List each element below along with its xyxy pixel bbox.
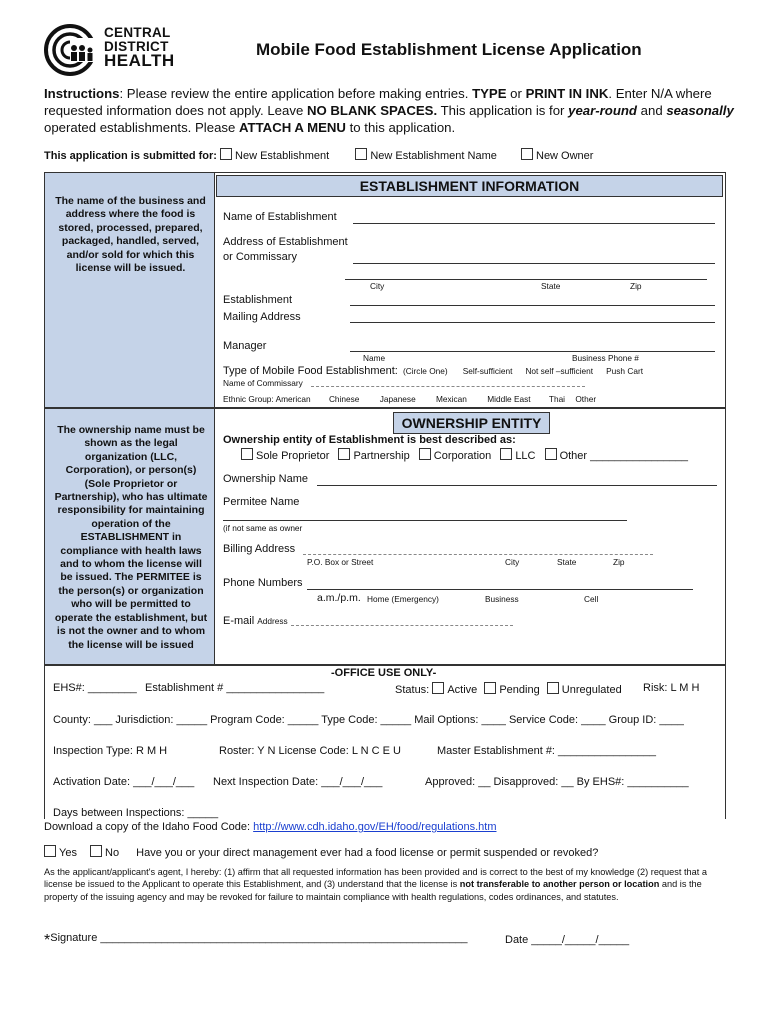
billing-city-caption: City: [505, 557, 520, 567]
corporation-checkbox[interactable]: [419, 448, 431, 460]
name-caption: Name: [363, 353, 386, 363]
no-checkbox[interactable]: [90, 845, 102, 857]
food-code-link[interactable]: http://www.cdh.idaho.gov/EH/food/regulations.htm: [253, 821, 497, 833]
other-checkbox[interactable]: [545, 448, 557, 460]
establishment-number-field[interactable]: Establishment # ________________: [145, 682, 325, 694]
partnership-checkbox[interactable]: [338, 448, 350, 460]
type-not-self-sufficient[interactable]: Not self –sufficient: [525, 366, 594, 376]
ownership-description: The ownership name must be shown as the legal organization (LLC, Corporation), or person(s) (Sole Proprietor or Partnership), who has ultimate responsibility for maintaining operation of the ESTABLISHMENT in compliance with health laws and to whom the license will be issued. The PERMITEE is the person(s) or organization who will be permitted to operate the establishment, but is not the owner and to whom the license will be issued: [45, 409, 215, 665]
new-owner-checkbox[interactable]: [521, 148, 533, 160]
risk-field[interactable]: Risk: L M H: [643, 682, 700, 694]
cdh-logo: [44, 24, 174, 76]
ownership-options: Sole Proprietor Partnership Corporation LLC Other ________________: [241, 448, 688, 462]
address-field[interactable]: [353, 263, 715, 264]
signature-field[interactable]: Signature ____________________________________________________________: [50, 932, 468, 944]
ethnic-group-row: Ethnic Group: American Chinese Japanese Mexican Middle East Thai Other: [223, 394, 597, 404]
signature-row: *Signature ____________________________________________________________: [44, 932, 468, 949]
billing-zip-caption: Zip: [613, 557, 625, 567]
yes-checkbox[interactable]: [44, 845, 56, 857]
status-active-checkbox[interactable]: [432, 682, 444, 694]
ownership-name-field[interactable]: [317, 485, 717, 486]
establishment-description: The name of the business and address where the food is stored, processed, prepared, packaged, handled, served, and/or sold for which this license will be issued.: [45, 173, 215, 407]
approval-field[interactable]: Approved: __ Disapproved: __ By EHS#: __________: [425, 776, 689, 788]
page-title: Mobile Food Establishment License Application: [256, 40, 642, 59]
not-same-caption: (if not same as owner: [223, 523, 303, 533]
mailing-field-1[interactable]: [350, 305, 715, 306]
address-field-2[interactable]: [345, 279, 707, 280]
ownership-desc: Ownership entity of Establishment is best described as:: [223, 434, 516, 446]
mailing-label-2: Mailing Address: [223, 311, 301, 323]
new-establishment-checkbox[interactable]: [220, 148, 232, 160]
ehs-field[interactable]: EHS#: ________: [53, 682, 137, 694]
city-caption: City: [370, 281, 385, 291]
status-pending-checkbox[interactable]: [484, 682, 496, 694]
mailing-label-1: Establishment: [223, 294, 293, 306]
establishment-header: ESTABLISHMENT INFORMATION: [216, 175, 723, 197]
business-phone-caption: Business Phone #: [572, 353, 639, 363]
ownership-header: OWNERSHIP ENTITY: [393, 412, 550, 434]
new-establishment-name-checkbox[interactable]: [355, 148, 367, 160]
ampm-caption: a.m./p.m.: [317, 592, 361, 604]
download-row: Download a copy of the Idaho Food Code: http://www.cdh.idaho.gov/EH/food/regulations.htm: [44, 821, 497, 833]
sole-proprietor-checkbox[interactable]: [241, 448, 253, 460]
inspection-type-field[interactable]: Inspection Type: R M H: [53, 745, 168, 757]
certification-text: As the applicant/applicant's agent, I hereby: (1) affirm that all requested information has been provided and is correct to the best of my knowledge (2) request that a license be issued to the Applicant to operate this Establishment, and (3) understand that the license is not transferable to another person or location and is the property of the issuing agency and may be revoked for failure to maintain compliance with health regulations, codes ordinances, and statutes.: [44, 867, 707, 902]
state-caption: State: [541, 281, 561, 291]
cdh-logo-icon: [44, 24, 104, 76]
commissary-name-field[interactable]: [311, 386, 585, 387]
office-use-section: [44, 664, 726, 819]
ownership-name-label: Ownership Name: [223, 473, 308, 485]
manager-field[interactable]: [350, 351, 715, 352]
county-row[interactable]: County: ___ Jurisdiction: _____ Program Code: _____ Type Code: _____ Mail Options: ____ Service Code: ____ Group ID: ____: [53, 714, 684, 726]
establishment-name-label: Name of Establishment: [223, 211, 337, 223]
establishment-name-field[interactable]: [353, 223, 715, 224]
date-field[interactable]: Date _____/_____/_____: [505, 934, 630, 946]
permitee-name-field[interactable]: [223, 520, 627, 521]
mailing-field-2[interactable]: [350, 322, 715, 323]
roster-license-field[interactable]: Roster: Y N License Code: L N C E U: [219, 745, 401, 757]
cell-caption: Cell: [584, 594, 599, 604]
email-field[interactable]: [291, 625, 513, 626]
address-label: Address of Establishment: [223, 236, 348, 248]
status-row: Status: Active Pending Unregulated: [395, 684, 622, 696]
days-between-field[interactable]: Days between Inspections: _____: [53, 807, 219, 819]
phone-numbers-field[interactable]: [307, 589, 693, 590]
type-push-cart[interactable]: Push Cart: [606, 366, 644, 376]
master-establishment-field[interactable]: Master Establishment #: ________________: [437, 745, 656, 757]
establishment-section: [44, 172, 726, 408]
status-unregulated-checkbox[interactable]: [547, 682, 559, 694]
instructions: Instructions: Please review the entire application before making entries. TYPE or PRINT IN INK. Enter N/A where requested information does not apply. Leave NO BLANK SPACES. This application is for year-round and seasonally operated establishments. Please ATTACH A MENU to this application.: [44, 86, 734, 135]
type-self-sufficient[interactable]: Self-sufficient: [462, 366, 513, 376]
zip-caption: Zip: [630, 281, 642, 291]
business-caption: Business: [485, 594, 519, 604]
ownership-section: [44, 408, 726, 666]
phone-numbers-label: Phone Numbers: [223, 577, 303, 589]
activation-date-field[interactable]: Activation Date: ___/___/___: [53, 776, 195, 788]
logo-text: CENTRAL DISTRICT HEALTH: [104, 25, 175, 70]
billing-state-caption: State: [557, 557, 577, 567]
type-row: Type of Mobile Food Establishment: (Circle One) Self-sufficient Not self –sufficient Push Cart: [223, 365, 644, 377]
po-box-caption: P.O. Box or Street: [307, 557, 374, 567]
suspension-question: Yes No Have you or your direct management ever had a food license or permit suspended or revoked?: [44, 845, 598, 859]
manager-label: Manager: [223, 340, 267, 352]
permitee-name-label: Permitee Name: [223, 496, 300, 508]
home-caption: Home (Emergency): [367, 594, 439, 604]
billing-address-field[interactable]: [303, 554, 653, 555]
email-label: E-mail Address: [223, 615, 288, 627]
commissary-name-label: Name of Commissary: [223, 378, 303, 388]
billing-address-label: Billing Address: [223, 543, 296, 555]
submitted-for-row: This application is submitted for: New Establishment New Establishment Name New Owner: [44, 150, 594, 162]
commissary-label: or Commissary: [223, 251, 297, 263]
llc-checkbox[interactable]: [500, 448, 512, 460]
next-inspection-field[interactable]: Next Inspection Date: ___/___/___: [213, 776, 383, 788]
office-use-title: -OFFICE USE ONLY-: [331, 667, 437, 679]
